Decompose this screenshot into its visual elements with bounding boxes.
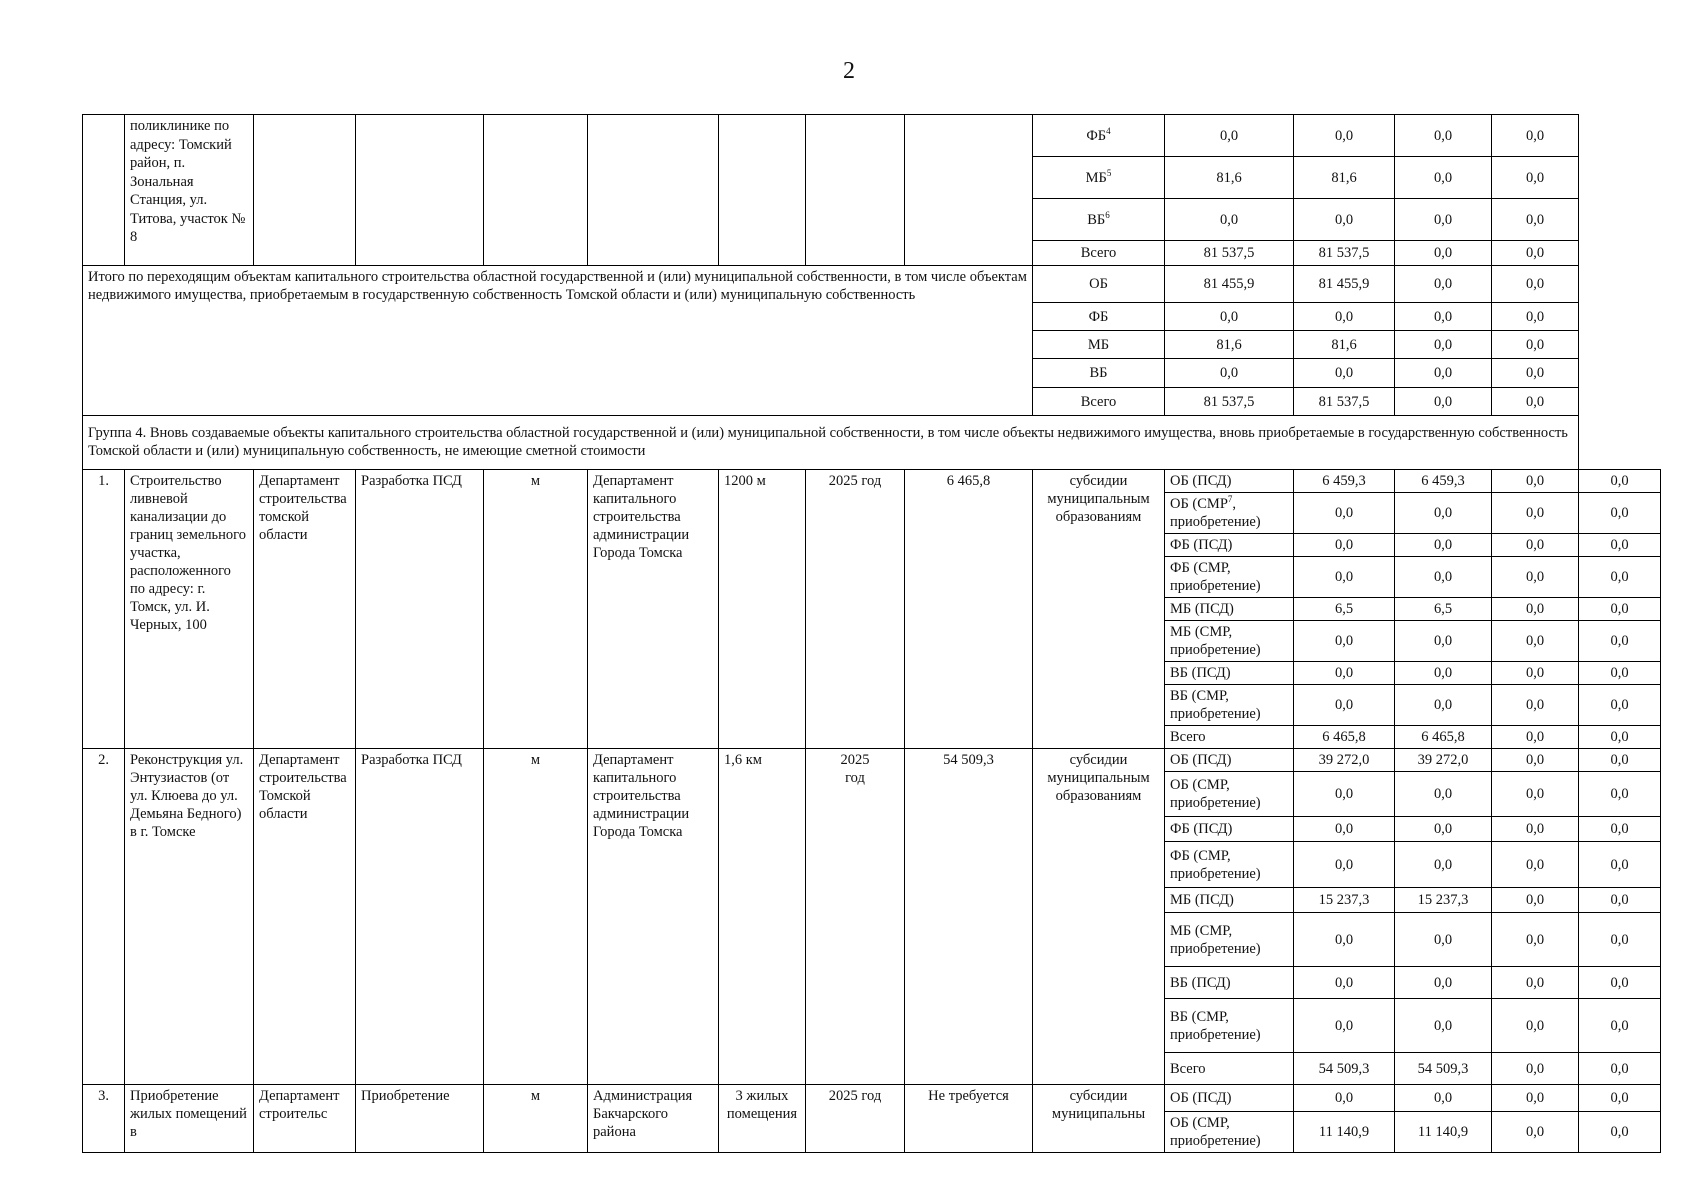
fin-value: 0,0: [1492, 303, 1579, 331]
fin-value: 0,0: [1395, 842, 1492, 888]
object-capacity: 1,6 км: [719, 749, 806, 1085]
fin-value: 0,0: [1492, 999, 1579, 1053]
cell-executor: [588, 115, 719, 266]
fin-value: 0,0: [1395, 913, 1492, 967]
fin-value: 0,0: [1492, 967, 1579, 999]
fin-source: ОБ (ПСД): [1165, 749, 1294, 772]
fin-source: МБ (ПСД): [1165, 598, 1294, 621]
fin-value: 39 272,0: [1294, 749, 1395, 772]
fin-value: 0,0: [1294, 772, 1395, 817]
fin-value: 81,6: [1165, 157, 1294, 199]
object-year: 2025 год: [806, 470, 905, 749]
fin-value: 0,0: [1579, 1053, 1661, 1085]
fin-source: Всего: [1033, 241, 1165, 266]
fin-source: МБ (СМР, приобретение): [1165, 621, 1294, 662]
fin-value: 81 537,5: [1165, 388, 1294, 416]
fin-value: 0,0: [1395, 1085, 1492, 1112]
fin-source: ВБ (СМР, приобретение): [1165, 685, 1294, 726]
page-number: 2: [843, 58, 855, 84]
fin-source: ОБ (СМР$^7$, приобретение): [1165, 493, 1294, 534]
fin-value: 0,0: [1492, 331, 1579, 359]
fin-value: 0,0: [1294, 199, 1395, 241]
fin-value: 6,5: [1395, 598, 1492, 621]
object-cost: 6 465,8: [905, 470, 1033, 749]
object-mark: м: [484, 1085, 588, 1153]
fin-value: 0,0: [1579, 685, 1661, 726]
fin-value: 0,0: [1294, 115, 1395, 157]
fin-value: 0,0: [1165, 303, 1294, 331]
fin-value: 0,0: [1294, 359, 1395, 388]
object-executor: Департамент капитального строительства администрации Города Томска: [588, 749, 719, 1085]
investment-table: [82, 114, 1661, 1153]
fin-value: 81,6: [1165, 331, 1294, 359]
fin-value: 0,0: [1395, 534, 1492, 557]
fin-value: 0,0: [1492, 662, 1579, 685]
object-form: субсидии муниципальны: [1033, 1085, 1165, 1153]
fin-value: 0,0: [1294, 662, 1395, 685]
fin-value: 0,0: [1395, 266, 1492, 303]
object-number: 2.: [83, 749, 125, 1085]
object-year: 2025 год: [806, 749, 905, 1085]
fin-value: 81 537,5: [1165, 241, 1294, 266]
fin-value: 0,0: [1395, 967, 1492, 999]
fin-source: МБ (СМР, приобретение): [1165, 913, 1294, 967]
fin-value: 0,0: [1492, 115, 1579, 157]
table-row: [83, 1085, 1661, 1112]
fin-value: 0,0: [1492, 534, 1579, 557]
fin-value: 0,0: [1492, 621, 1579, 662]
object-number: 3.: [83, 1085, 125, 1153]
fin-value: 0,0: [1395, 157, 1492, 199]
object-name: поликлинике по адресу: Томский район, п. Зональная Станция, ул. Титова, участок № 8: [125, 115, 254, 266]
fin-value: 0,0: [1579, 1112, 1661, 1153]
fin-value: 0,0: [1294, 621, 1395, 662]
object-stage: Разработка ПСД: [356, 470, 484, 749]
fin-value: 0,0: [1395, 621, 1492, 662]
fin-value: 6 459,3: [1294, 470, 1395, 493]
fin-value: 0,0: [1294, 1085, 1395, 1112]
fin-source: ОБ: [1033, 266, 1165, 303]
fin-value: 6 465,8: [1294, 726, 1395, 749]
fin-value: 0,0: [1294, 685, 1395, 726]
fin-value: 0,0: [1395, 662, 1492, 685]
fin-source: Всего: [1033, 388, 1165, 416]
object-mark: м: [484, 749, 588, 1085]
fin-value: 0,0: [1492, 557, 1579, 598]
fin-value: 0,0: [1294, 557, 1395, 598]
object-executor: Департамент капитального строительства администрации Города Томска: [588, 470, 719, 749]
object-customer: Департамент строительства томской области: [254, 470, 356, 749]
fin-value: 0,0: [1579, 621, 1661, 662]
fin-value: 0,0: [1579, 662, 1661, 685]
fin-value: 0,0: [1492, 157, 1579, 199]
fin-source: ФБ (ПСД): [1165, 817, 1294, 842]
fin-value: 0,0: [1395, 772, 1492, 817]
fin-value: 54 509,3: [1294, 1053, 1395, 1085]
object-form: субсидии муниципальным образованиям: [1033, 749, 1165, 1085]
fin-source: $ФБ^4$: [1033, 115, 1165, 157]
fin-value: 0,0: [1395, 817, 1492, 842]
fin-value: 81 537,5: [1294, 388, 1395, 416]
cell-num: [83, 115, 125, 266]
fin-value: 0,0: [1294, 842, 1395, 888]
fin-value: 0,0: [1492, 493, 1579, 534]
fin-value: 0,0: [1294, 913, 1395, 967]
fin-value: 0,0: [1492, 749, 1579, 772]
fin-source: ФБ (СМР, приобретение): [1165, 557, 1294, 598]
object-name: Приобретение жилых помещений в: [125, 1085, 254, 1153]
table-row: [83, 115, 1661, 157]
fin-value: 6,5: [1294, 598, 1395, 621]
fin-value: 0,0: [1395, 388, 1492, 416]
fin-value: 0,0: [1492, 241, 1579, 266]
cell-stage: [356, 115, 484, 266]
fin-source: ОБ (СМР, приобретение): [1165, 772, 1294, 817]
fin-source: МБ: [1033, 331, 1165, 359]
fin-source: ФБ: [1033, 303, 1165, 331]
fin-value: 0,0: [1395, 685, 1492, 726]
fin-value: 0,0: [1492, 266, 1579, 303]
fin-value: 81 455,9: [1294, 266, 1395, 303]
fin-value: 0,0: [1492, 470, 1579, 493]
object-stage: Разработка ПСД: [356, 749, 484, 1085]
fin-source: ВБ: [1033, 359, 1165, 388]
fin-value: 0,0: [1492, 685, 1579, 726]
object-name: Реконструкция ул. Энтузиастов (от ул. Клюева до ул. Демьяна Бедного) в г. Томске: [125, 749, 254, 1085]
fin-value: 39 272,0: [1395, 749, 1492, 772]
object-cost: Не требуется: [905, 1085, 1033, 1153]
fin-value: 0,0: [1492, 1112, 1579, 1153]
fin-value: 0,0: [1579, 470, 1661, 493]
table-body: [83, 115, 1661, 1153]
fin-value: 0,0: [1294, 303, 1395, 331]
table-row: [83, 749, 1661, 772]
fin-value: 0,0: [1579, 726, 1661, 749]
fin-source: ФБ (СМР, приобретение): [1165, 842, 1294, 888]
fin-value: 0,0: [1492, 1085, 1579, 1112]
object-stage: Приобретение: [356, 1085, 484, 1153]
object-cost: 54 509,3: [905, 749, 1033, 1085]
fin-value: 11 140,9: [1294, 1112, 1395, 1153]
fin-value: 81 537,5: [1294, 241, 1395, 266]
fin-value: 15 237,3: [1294, 888, 1395, 913]
fin-value: 0,0: [1492, 1053, 1579, 1085]
fin-value: 81,6: [1294, 157, 1395, 199]
fin-value: 0,0: [1579, 598, 1661, 621]
fin-source: ОБ (СМР, приобретение): [1165, 1112, 1294, 1153]
fin-value: 0,0: [1579, 999, 1661, 1053]
fin-value: 0,0: [1579, 1085, 1661, 1112]
fin-value: 0,0: [1579, 817, 1661, 842]
fin-value: 0,0: [1165, 115, 1294, 157]
object-customer: Департамент строительс: [254, 1085, 356, 1153]
fin-value: 6 459,3: [1395, 470, 1492, 493]
fin-value: 0,0: [1165, 199, 1294, 241]
fin-value: 0,0: [1492, 913, 1579, 967]
object-mark: м: [484, 470, 588, 749]
fin-value: 15 237,3: [1395, 888, 1492, 913]
fin-source: ВБ (ПСД): [1165, 967, 1294, 999]
fin-value: 81,6: [1294, 331, 1395, 359]
fin-value: 0,0: [1492, 817, 1579, 842]
fin-value: 6 465,8: [1395, 726, 1492, 749]
fin-value: 0,0: [1395, 999, 1492, 1053]
table-row: [83, 470, 1661, 493]
fin-value: 0,0: [1579, 493, 1661, 534]
fin-value: 0,0: [1395, 331, 1492, 359]
fin-value: 81 455,9: [1165, 266, 1294, 303]
cell-cost: [905, 115, 1033, 266]
fin-value: 11 140,9: [1395, 1112, 1492, 1153]
fin-source: Всего: [1165, 1053, 1294, 1085]
table-row: [83, 266, 1661, 303]
fin-value: 0,0: [1579, 749, 1661, 772]
group-header: Группа 4. Вновь создаваемые объекты капитального строительства областной государственной и (или) муниципальной собственности, в том числе объекты недвижимого имущества, вновь приобретаемые в государственную собственность Томской области и (или) муниципальную собственность, не имеющие сметной стоимости: [83, 416, 1579, 470]
cell-capacity: [719, 115, 806, 266]
object-customer: Департамент строительства Томской области: [254, 749, 356, 1085]
fin-value: 0,0: [1579, 842, 1661, 888]
cell-year: [806, 115, 905, 266]
fin-value: 0,0: [1395, 303, 1492, 331]
fin-value: 0,0: [1579, 557, 1661, 598]
object-year: 2025 год: [806, 1085, 905, 1153]
fin-value: 0,0: [1492, 772, 1579, 817]
fin-value: 0,0: [1294, 534, 1395, 557]
fin-value: 0,0: [1492, 199, 1579, 241]
fin-value: 0,0: [1294, 817, 1395, 842]
fin-value: 0,0: [1492, 598, 1579, 621]
object-executor: Администрация Бакчарского района: [588, 1085, 719, 1153]
fin-source: Всего: [1165, 726, 1294, 749]
total-label: Итого по переходящим объектам капитального строительства областной государственной и (или) муниципальной собственности, в том числе объектам недвижимого имущества, приобретаемым в государственную собственность Томской области и (или) муниципальную собственность: [83, 266, 1033, 416]
fin-source: $ВБ^6$: [1033, 199, 1165, 241]
fin-value: 0,0: [1294, 967, 1395, 999]
fin-source: ОБ (ПСД): [1165, 470, 1294, 493]
fin-value: 0,0: [1395, 493, 1492, 534]
fin-value: 0,0: [1395, 199, 1492, 241]
fin-value: 0,0: [1395, 359, 1492, 388]
fin-source: ВБ (ПСД): [1165, 662, 1294, 685]
fin-source: ОБ (ПСД): [1165, 1085, 1294, 1112]
fin-value: 0,0: [1579, 534, 1661, 557]
cell-customer: [254, 115, 356, 266]
fin-value: 0,0: [1492, 388, 1579, 416]
object-name: Строительство ливневой канализации до границ земельного участка, расположенного по адресу: г. Томск, ул. И. Черных, 100: [125, 470, 254, 749]
fin-source: МБ (ПСД): [1165, 888, 1294, 913]
fin-value: 0,0: [1395, 241, 1492, 266]
fin-value: 0,0: [1579, 913, 1661, 967]
fin-value: 0,0: [1395, 115, 1492, 157]
fin-value: 0,0: [1395, 557, 1492, 598]
object-capacity: 3 жилых помещения: [719, 1085, 806, 1153]
cell-mark: [484, 115, 588, 266]
fin-value: 0,0: [1492, 726, 1579, 749]
fin-source: ВБ (СМР, приобретение): [1165, 999, 1294, 1053]
fin-value: 0,0: [1492, 842, 1579, 888]
fin-value: 0,0: [1492, 888, 1579, 913]
fin-value: 0,0: [1579, 772, 1661, 817]
fin-value: 0,0: [1294, 999, 1395, 1053]
fin-source: ФБ (ПСД): [1165, 534, 1294, 557]
object-number: 1.: [83, 470, 125, 749]
fin-value: 0,0: [1579, 967, 1661, 999]
object-form: субсидии муниципальным образованиям: [1033, 470, 1165, 749]
table-row: [83, 416, 1661, 470]
fin-value: 0,0: [1579, 888, 1661, 913]
fin-value: 54 509,3: [1395, 1053, 1492, 1085]
fin-value: 0,0: [1294, 493, 1395, 534]
fin-source: $МБ^5$: [1033, 157, 1165, 199]
object-capacity: 1200 м: [719, 470, 806, 749]
fin-value: 0,0: [1492, 359, 1579, 388]
fin-value: 0,0: [1165, 359, 1294, 388]
